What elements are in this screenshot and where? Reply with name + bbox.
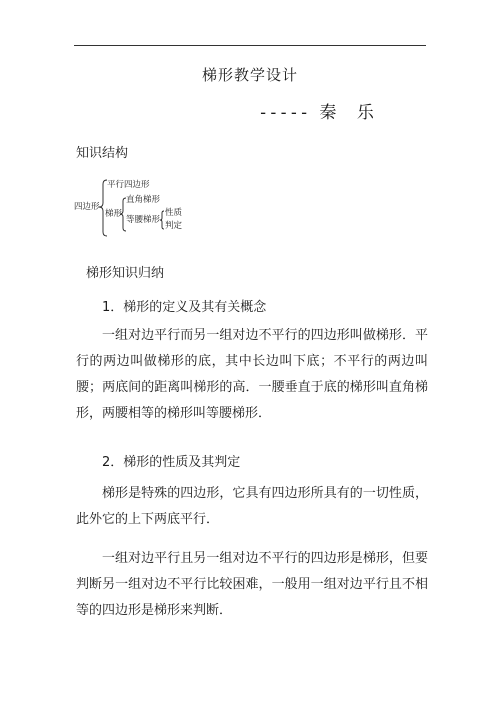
- paragraph-definition: 一组对边平行而另一组对边不平行的四边形叫做梯形．平行的两边叫做梯形的底，其中长边叫下底；不平行的两边叫腰；两底间的距离叫梯形的高．一腰垂直于底的梯形叫直角梯形，两腰相等的梯形叫等腰梯形．: [76, 328, 428, 421]
- brace-root: [99, 180, 107, 236]
- tree-node-right-trapezoid: 直角梯形: [126, 195, 161, 205]
- document-author: ----- 秦 乐: [258, 103, 374, 123]
- tree-node-property: 性质: [165, 208, 183, 218]
- tree-node-judgement: 判定: [165, 221, 183, 231]
- tree-node-quadrilateral: 四边形: [74, 202, 100, 212]
- section-heading-definition: 1．梯形的定义及其有关概念: [102, 300, 267, 315]
- section-heading-property: 2．梯形的性质及其判定: [102, 455, 241, 470]
- tree-node-trapezoid: 梯形: [105, 209, 123, 219]
- document-title: 梯形教学设计: [201, 66, 298, 84]
- paragraph-property: 梯形是特殊的四边形，它具有四边形所具有的一切性质，此外它的上下两底平行．: [76, 486, 428, 527]
- tree-node-parallelogram: 平行四边形: [107, 180, 150, 190]
- knowledge-structure-label: 知识结构: [76, 146, 129, 161]
- knowledge-tree: [70, 176, 200, 238]
- tree-node-isosceles-trapezoid: 等腰梯形: [126, 215, 161, 225]
- paragraph-judgement: 一组对边平行且另一组对边不平行的四边形是梯形，但要判断另一组对边不平行比较困难，一般用一组对边平行且不相等的四边形是梯形来判断．: [76, 551, 428, 618]
- brace-isosceles: [160, 211, 164, 229]
- summary-title: 梯形知识归纳: [86, 266, 165, 281]
- top-rule: [74, 45, 426, 46]
